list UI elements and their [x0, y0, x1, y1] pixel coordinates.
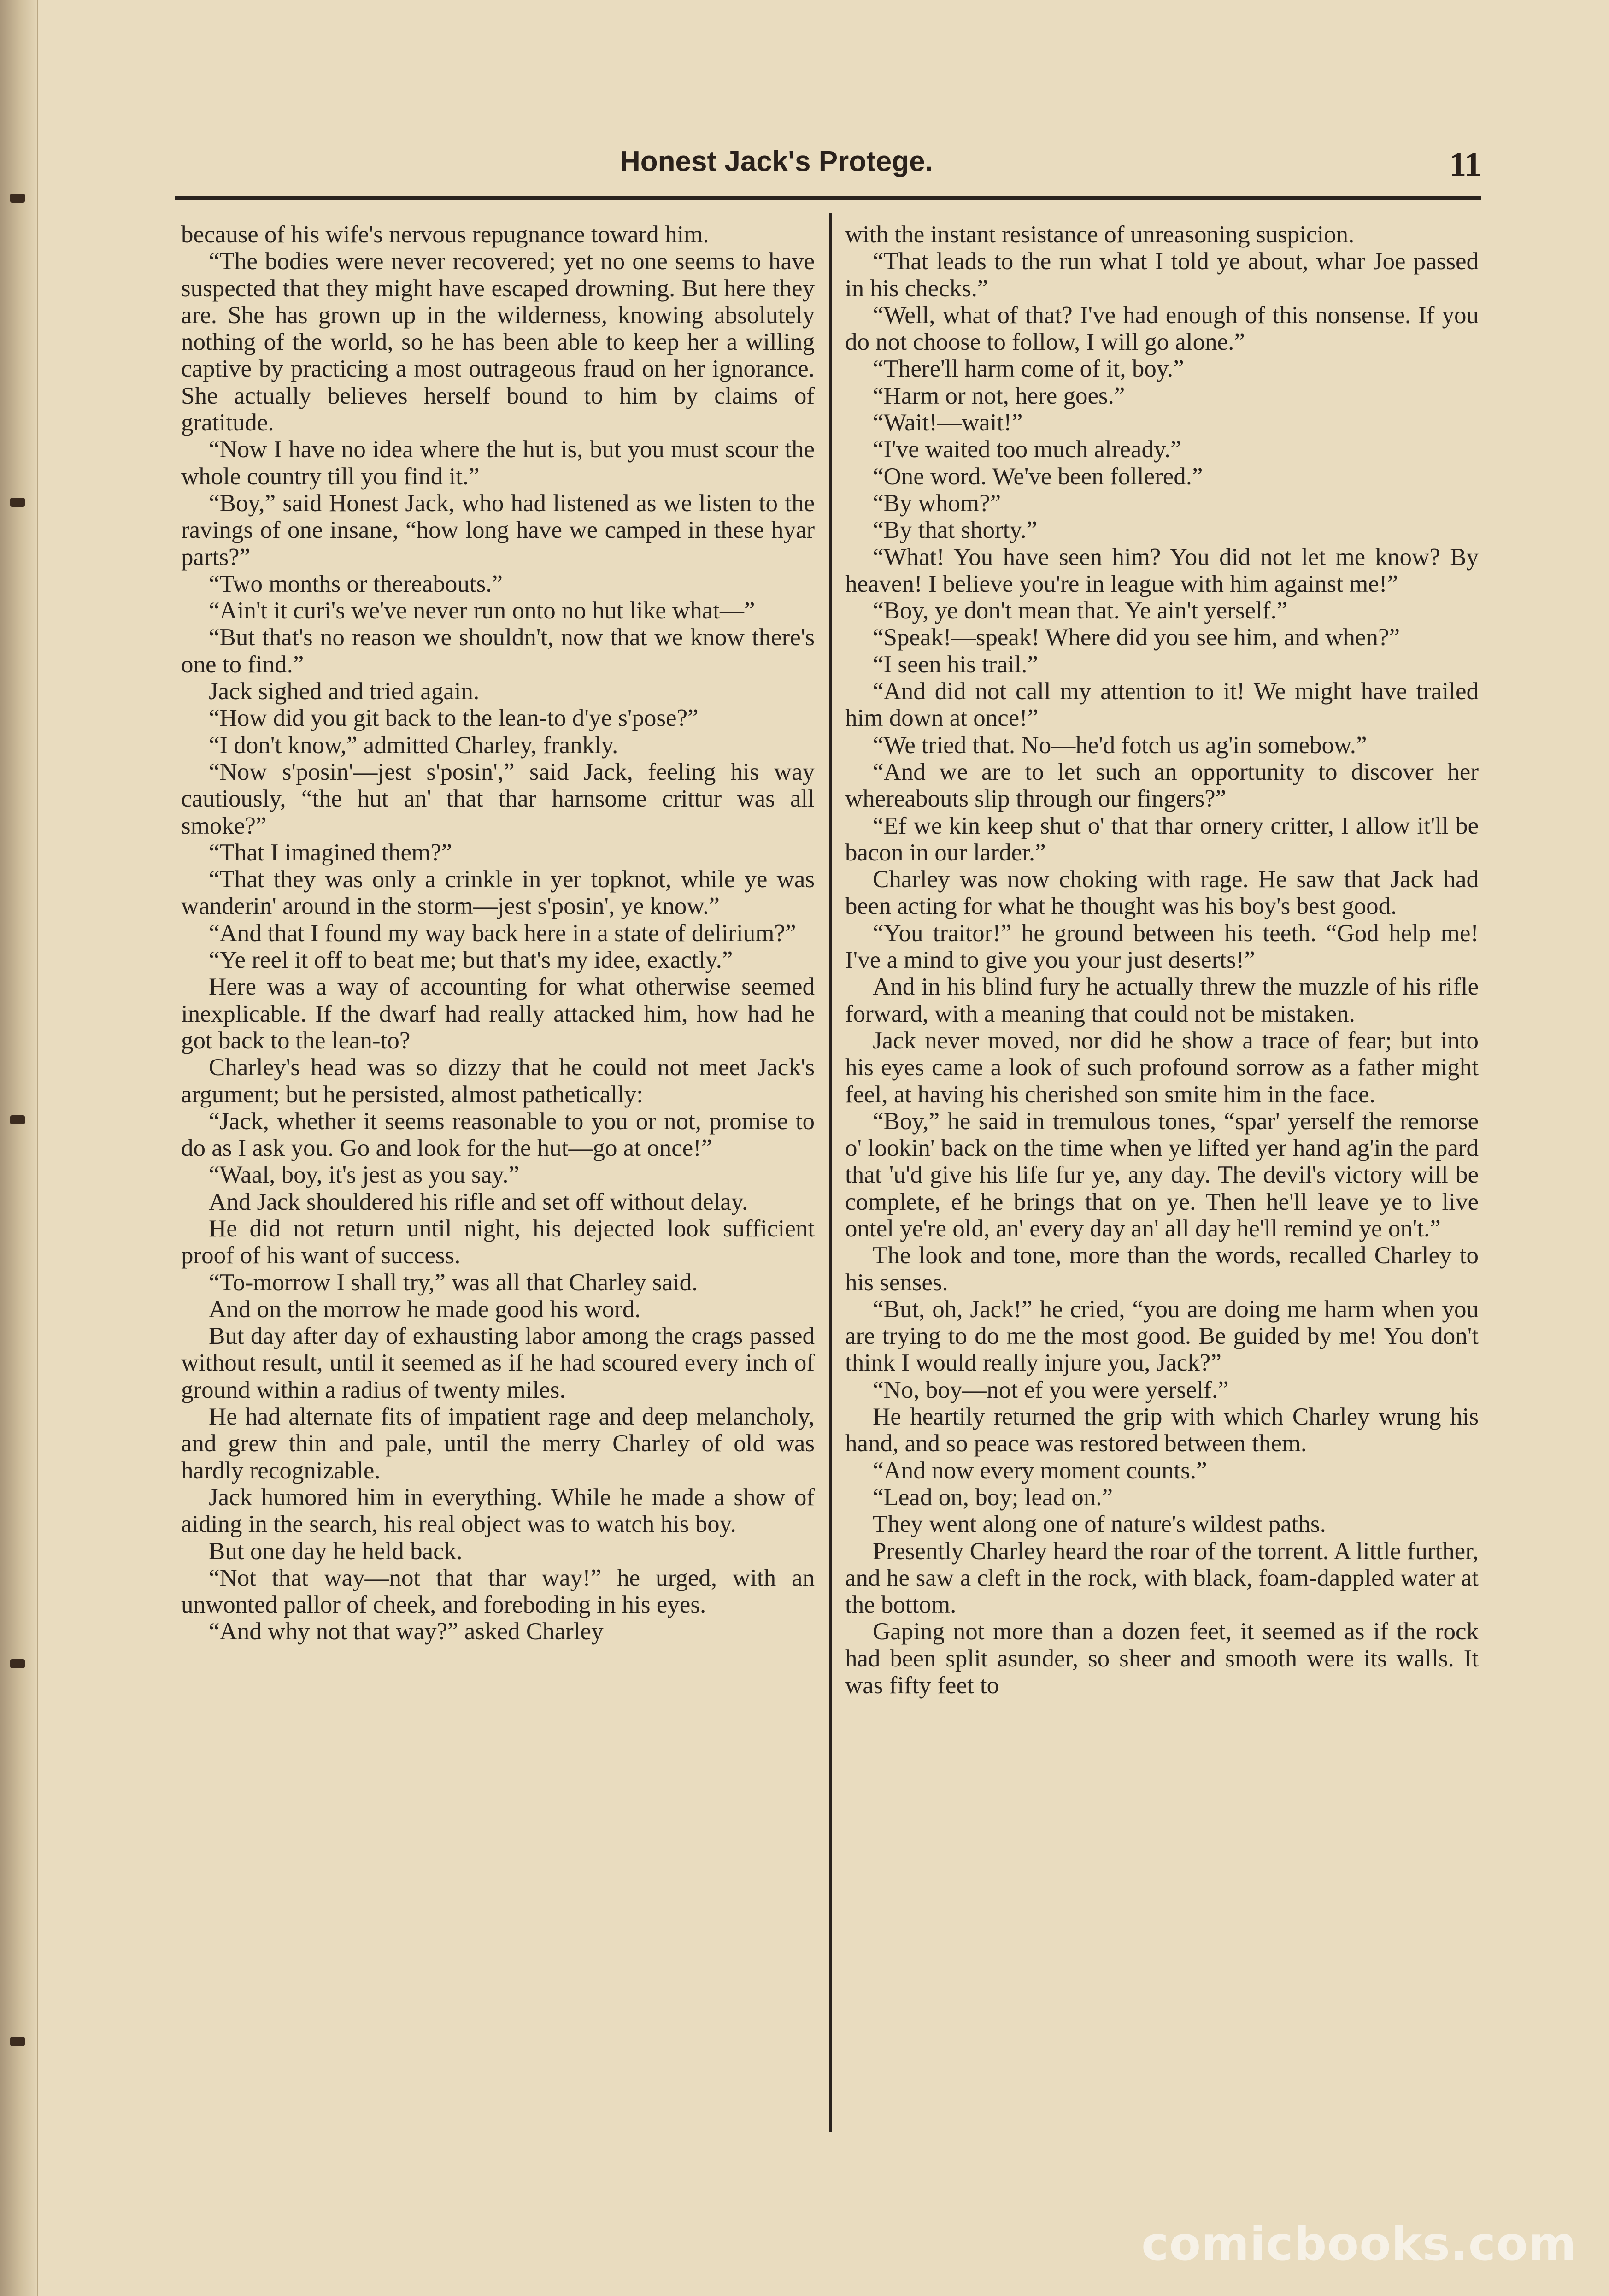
paragraph: “And now every moment counts.”: [873, 1457, 1207, 1484]
paragraph: “But, oh, Jack!” he cried, “you are doing me harm when you are trying to do me the most good. Be guided by me! You don't think I would really injure you, Jack?”: [845, 1295, 1479, 1377]
running-title: Honest Jack's Protege.: [620, 146, 933, 177]
paragraph: “To-morrow I shall try,” was all that Charley said.: [209, 1269, 698, 1296]
paragraph: But day after day of exhausting labor among the crags passed without result, until it seemed as if he had scoured every inch of ground within a radius of twenty miles.: [181, 1323, 815, 1403]
paragraph: But one day he held back.: [209, 1537, 463, 1565]
paragraph: “What! You have seen him? You did not let me know? By heaven! I believe you're in league with him against me!”: [845, 543, 1479, 597]
paragraph: “Ain't it curi's we've never run onto no hut like what—”: [209, 597, 755, 624]
paragraph: “Jack, whether it seems reasonable to you or not, promise to do as I ask you. Go and look for the hut—go at once!”: [181, 1107, 815, 1162]
paragraph: “Ye reel it off to beat me; but that's my idee, exactly.”: [209, 947, 733, 974]
paragraph: He did not return until night, his dejected look sufficient proof of his want of success.: [181, 1215, 815, 1269]
paragraph: “Lead on, boy; lead on.”: [873, 1484, 1113, 1511]
paragraph: “I don't know,” admitted Charley, frankly.: [209, 731, 618, 759]
paragraph: “But that's no reason we shouldn't, now that we know there's one to find.”: [181, 624, 815, 678]
paragraph: “Speak!—speak! Where did you see him, and when?”: [873, 624, 1400, 651]
paragraph: Presently Charley heard the roar of the torrent. A little further, and he saw a cleft in the rock, with black, foam-dappled water at the bottom.: [845, 1537, 1479, 1619]
column-divider: [829, 213, 832, 2132]
paragraph: “One word. We've been follered.”: [873, 463, 1203, 490]
paragraph: “And did not call my attention to it! We might have trailed him down at once!”: [845, 678, 1479, 732]
paragraph: He heartily returned the grip with which Charley wrung his hand, and so peace was restored between them.: [845, 1403, 1479, 1457]
paragraph: The look and tone, more than the words, recalled Charley to his senses.: [845, 1242, 1479, 1296]
paragraph: Jack sighed and tried again.: [209, 678, 480, 705]
text-column-left: [181, 221, 815, 2143]
paragraph: Here was a way of accounting for what otherwise seemed inexplicable. If the dwarf had really attacked him, how had he got back to the lean-to?: [181, 973, 815, 1054]
paragraph: He had alternate fits of impatient rage and deep melancholy, and grew thin and pale, until the merry Charley of old was hardly recognizable.: [181, 1403, 815, 1484]
page-number: 11: [1449, 146, 1481, 183]
paragraph: “And that I found my way back here in a state of delirium?”: [209, 919, 796, 947]
page-binding: [0, 0, 38, 2296]
binding-stitch: [10, 498, 25, 507]
paragraph: “By whom?”: [873, 489, 1001, 517]
paragraph: Charley was now choking with rage. He saw that Jack had been acting for what he thought was his boy's best good.: [845, 866, 1479, 920]
binding-stitch: [10, 1115, 25, 1124]
paragraph: “That leads to the run what I told ye about, whar Joe passed in his checks.”: [845, 248, 1479, 302]
site-watermark: comicbooks.com: [1141, 2217, 1577, 2271]
paragraph: “And we are to let such an opportunity to discover her whereabouts slip through our fingers?”: [845, 758, 1479, 812]
paragraph: “Ef we kin keep shut o' that thar ornery critter, I allow it'll be bacon in our larder.”: [845, 812, 1479, 866]
paragraph: “You traitor!” he ground between his teeth. “God help me! I've a mind to give you your just deserts!”: [845, 919, 1479, 974]
page-header: [620, 145, 1481, 187]
paragraph: “Waal, boy, it's jest as you say.”: [209, 1161, 519, 1189]
text-column-right: [845, 221, 1479, 2143]
paragraph: “Well, what of that? I've had enough of this nonsense. If you do not choose to follow, I will go alone.”: [845, 301, 1479, 356]
paragraph: “By that shorty.”: [873, 517, 1038, 544]
paragraph: Gaping not more than a dozen feet, it seemed as if the rock had been split asunder, so sheer and smooth were its walls. It was fifty feet to: [845, 1618, 1479, 1699]
paragraph: “How did you git back to the lean-to d'ye s'pose?”: [209, 705, 699, 732]
paragraph: “I've waited too much already.”: [873, 436, 1181, 463]
paragraph: And Jack shouldered his rifle and set off without delay.: [209, 1188, 748, 1215]
paragraph: “Two months or thereabouts.”: [209, 570, 503, 597]
paragraph: They went along one of nature's wildest paths.: [873, 1511, 1326, 1538]
header-rule: [175, 196, 1481, 200]
paragraph: “And why not that way?” asked Charley: [209, 1618, 604, 1645]
paragraph: “That they was only a crinkle in yer topknot, while ye was wanderin' around in the storm—jest s'posin', ye know.”: [181, 866, 815, 920]
paragraph: “I seen his trail.”: [873, 651, 1039, 678]
paragraph: “Harm or not, here goes.”: [873, 382, 1125, 409]
paragraph: And in his blind fury he actually threw the muzzle of his rifle forward, with a meaning that could not be mistaken.: [845, 973, 1479, 1027]
paragraph: with the instant resistance of unreasoning suspicion.: [845, 221, 1355, 248]
binding-stitch: [10, 1659, 25, 1668]
paragraph: “There'll harm come of it, boy.”: [873, 355, 1184, 383]
paragraph: “The bodies were never recovered; yet no one seems to have suspected that they might have escaped drowning. But here they are. She has grown up in the wilderness, knowing absolutely nothing of the world, so he has been able to keep her a willing captive by practicing a most outrageous fraud on her ignorance. She actually believes herself bound to him by claims of gratitude.: [181, 248, 815, 436]
paragraph: Charley's head was so dizzy that he could not meet Jack's argument; but he persisted, almost pathetically:: [181, 1054, 815, 1108]
paragraph: “Now I have no idea where the hut is, but you must scour the whole country till you find it.”: [181, 436, 815, 490]
paragraph: Jack humored him in everything. While he made a show of aiding in the search, his real object was to watch his boy.: [181, 1484, 815, 1538]
paragraph: “No, boy—not ef you were yerself.”: [873, 1376, 1229, 1403]
paragraph: And on the morrow he made good his word.: [209, 1295, 641, 1323]
paragraph: because of his wife's nervous repugnance toward him.: [181, 221, 709, 248]
paragraph: “Boy,” he said in tremulous tones, “spar' yerself the remorse o' lookin' back on the time when ye lifted yer hand ag'in the pard that 'u'd give his life fur ye, any day. The devil's victory will be complete, ef he brings that on ye. Then he'll leave ye to live ontel ye're old, an' every day an' all day he'll remind ye on't.”: [845, 1107, 1479, 1242]
paragraph: Jack never moved, nor did he show a trace of fear; but into his eyes came a look of such profound sorrow as a father might feel, at having his cherished son smite him in the face.: [845, 1027, 1479, 1108]
paragraph: “Now s'posin'—jest s'posin',” said Jack, feeling his way cautiously, “the hut an' that thar harnsome crittur was all smoke?”: [181, 758, 815, 839]
paragraph: “Boy, ye don't mean that. Ye ain't yerself.”: [873, 597, 1288, 624]
paragraph: “Wait!—wait!”: [873, 409, 1023, 436]
binding-stitch: [10, 194, 25, 203]
paragraph: “Boy,” said Honest Jack, who had listened as we listen to the ravings of one insane, “how long have we camped in these hyar parts?”: [181, 489, 815, 571]
paragraph: “Not that way—not that thar way!” he urged, with an unwonted pallor of cheek, and foreboding in his eyes.: [181, 1564, 815, 1619]
paragraph: “We tried that. No—he'd fotch us ag'in somebow.”: [873, 731, 1367, 759]
paragraph: “That I imagined them?”: [209, 839, 452, 866]
binding-stitch: [10, 2037, 25, 2046]
